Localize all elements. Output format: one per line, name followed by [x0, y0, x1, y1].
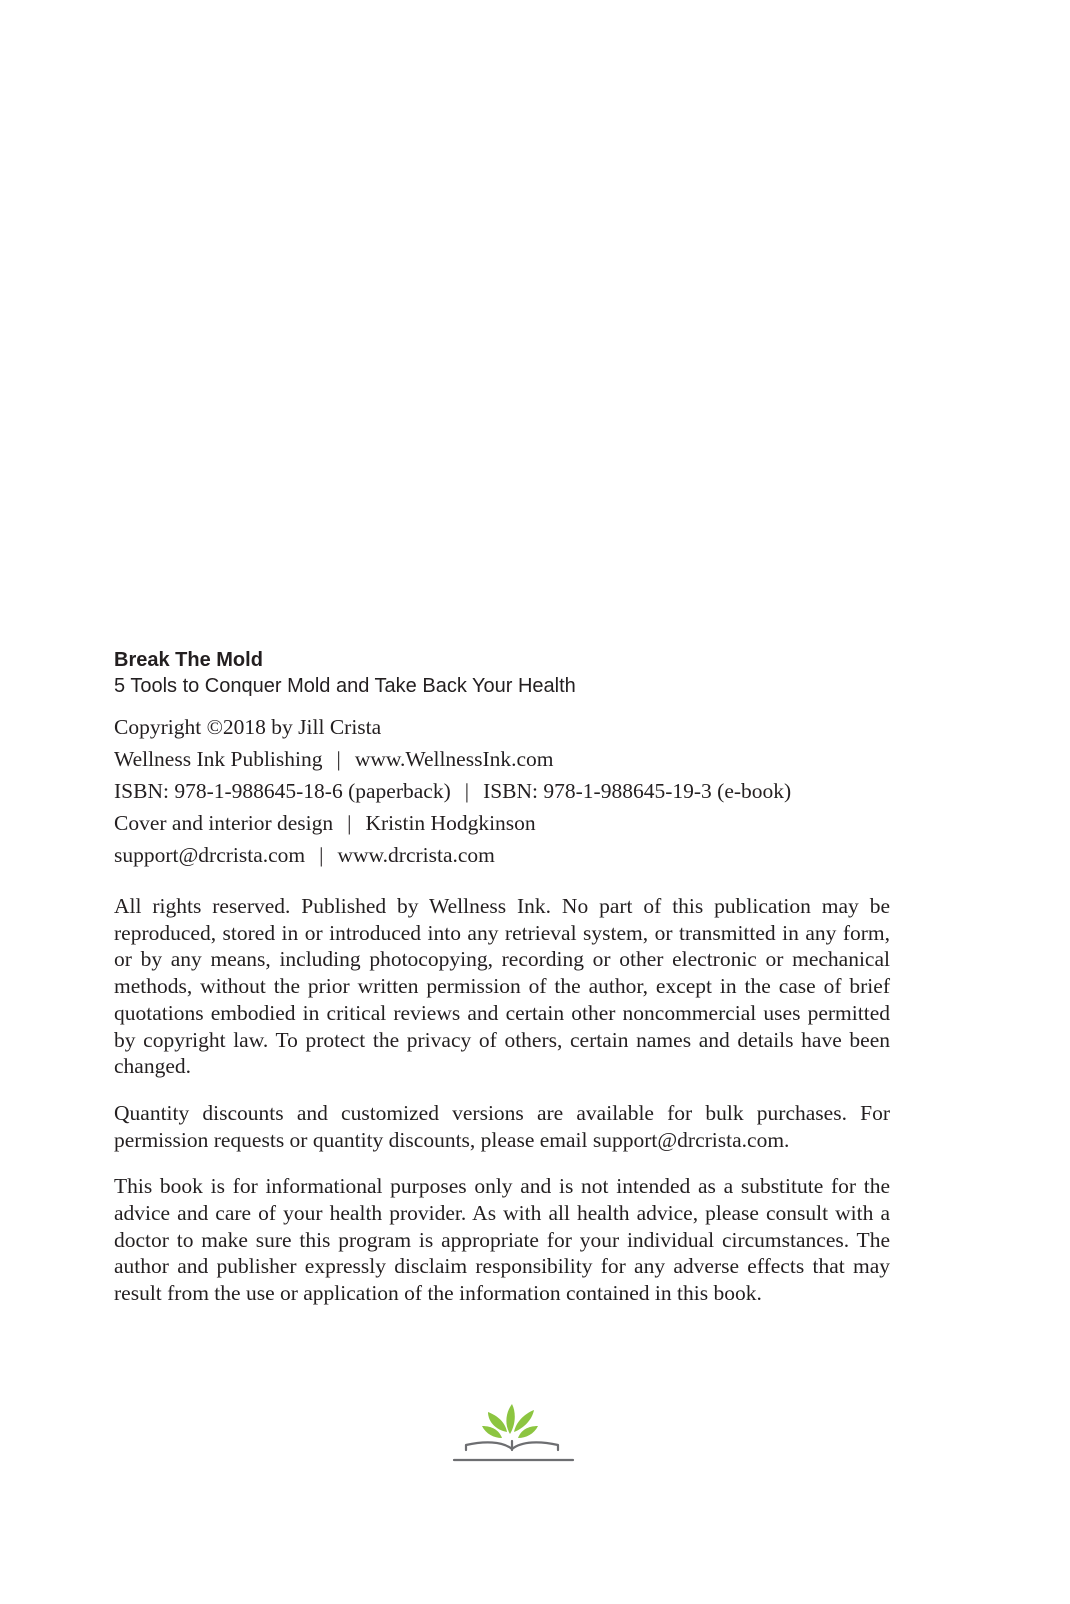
publisher-url: www.WellnessInk.com: [354, 747, 554, 771]
design-label: Cover and interior design: [114, 811, 334, 835]
rights-paragraph: All rights reserved. Published by Wellness Ink. No part of this publication may be reproduced, stored in or introduced into any retrieval system, or transmitted in any form, or by any means, including photocopying, recording or other electronic or mechanical methods, without the prior written permission of the author, except in the case of brief quotations embodied in critical reviews and certain other noncommercial uses permitted by copyright law. To protect the privacy of others, certain names and details have been changed.: [114, 894, 890, 1079]
copyright-page: [114, 647, 890, 1307]
quantity-paragraph: Quantity discounts and customized versions are available for bulk purchases. For permission requests or quantity discounts, please email support@drcrista.com.: [114, 1100, 890, 1152]
isbn-paperback: ISBN: 978-1-988645-18-6 (paperback): [114, 779, 451, 803]
separator: |: [336, 747, 341, 771]
separator: |: [319, 843, 324, 867]
publisher-line: [114, 743, 890, 775]
contact-line: [114, 839, 890, 871]
publication-info: [114, 711, 890, 871]
book-title: Break The Mold: [114, 649, 263, 671]
design-line: [114, 807, 890, 839]
copyright-line: [114, 711, 890, 743]
copyright-notice: Copyright ©2018 by Jill Crista: [114, 715, 382, 739]
sprout-on-open-book-icon: [452, 1394, 576, 1464]
designer-name: Kristin Hodgkinson: [365, 811, 536, 835]
isbn-line: [114, 775, 890, 807]
open-book: [454, 1441, 573, 1460]
contact-email: support@drcrista.com: [114, 843, 306, 867]
website-url: www.drcrista.com: [337, 843, 495, 867]
sprout-leaves: [482, 1404, 538, 1438]
separator: |: [464, 779, 470, 803]
separator: |: [347, 811, 352, 835]
isbn-ebook: ISBN: 978-1-988645-19-3 (e-book): [483, 779, 792, 803]
publisher-name: Wellness Ink Publishing: [114, 747, 323, 771]
book-subtitle: 5 Tools to Conquer Mold and Take Back Your Health: [114, 675, 576, 697]
disclaimer-paragraph: This book is for informational purposes only and is not intended as a substitute for the advice and care of your health provider. As with all health advice, please consult with a doctor to make sure this program is appropriate for your individual circumstances. The author and publisher expressly disclaim responsibility for any adverse effects that may result from the use or application of the information contained in this book.: [114, 1174, 890, 1306]
